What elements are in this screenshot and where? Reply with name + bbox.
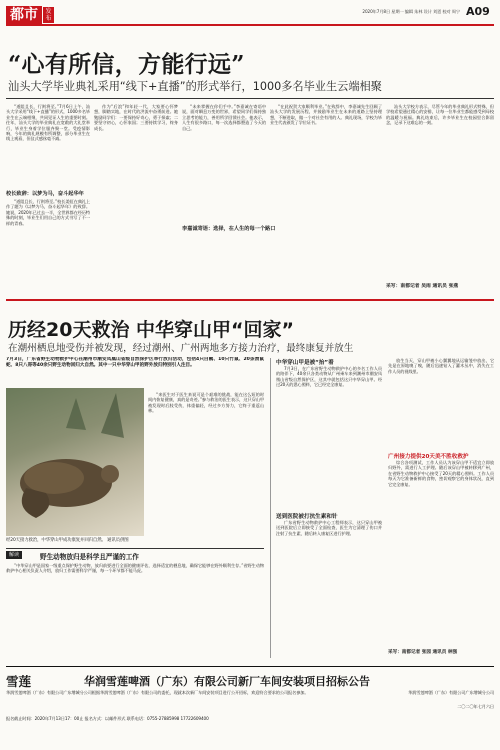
sidebar-headline: 野生动物放归是科学且严谨的工作 [40,553,139,561]
story1-reporter: 采写：南都记者 吴雨 通讯员 张燕 [386,284,459,289]
section-sub: 发布 [43,7,54,23]
story2-col1-text: “来医生对于医生来说可是个艰难的挑战，能在这么短的时间内恢复健康，真的是奇迹。”参与救治的医生表示，这只穿山甲被发现时后肢受伤，体重偏轻，经过多方努力，它终于重返山林。 [148,392,264,414]
section-rule [6,299,494,301]
story1-col1 [6,104,90,189]
pangolin-illustration [6,388,144,536]
story2-reporter: 采写：南都记者 张园 通讯员 林强 [388,650,458,655]
divider [6,548,264,549]
story2-headline: 历经20天救治 中华穿山甲“回家” [8,319,295,341]
masthead-meta: 2020年7月8日 星期一 编辑 朱林 设计 刘恩 校对 周宁 [362,9,460,14]
section-brand [6,6,54,24]
story2-col2-text: 7月3日，在广东省野生动物救护中心的多名工作人员的陪伴下，40余只各类动物从广州乘车来到潮州市潮安凤凰山省级自然保护区，这其中就包括这只中华穿山甲。经过20天的悉心照料，它已经完全康复。 [276,366,382,388]
sidebar-body [6,563,264,659]
story1-col1b-text: “道阻且长，行则将至。”校长姜虹在典礼上作了题为《以梦为马，奋斗起华年》的致辞。她说，2020年已过去一半，全世界都在经历特殊的时刻，毕业生们用自己的方式书写了不一样的青春。 [6,199,90,226]
divider [6,98,494,99]
story1-headline: “心有所信，方能行远” [8,51,245,78]
story1-col1-text: “道阻且长，行则将至。”7月6日上午，汕头大学采用“线下+直播”的形式，1000多名毕业生在云端相聚，共同见证人生的重要时刻。往年，汕头大学的毕业典礼在宽敞的大礼堂举行，毕业生身着学位服齐聚一堂。受疫情影响，今年的典礼规模有所调整，部分毕业生在线上观看，但仪式感丝毫不减。 [6,104,90,142]
story2-col3 [276,520,382,658]
ad-headline: 华润雪莲啤酒（广东）有限公司新厂车间安装项目招标公告 [84,675,370,688]
ad-body [6,690,366,712]
story2-lead-text: 7月3日，广东省野生动物救护中心在潮州市潮安凤凰山省级自然保护区举行放归活动，包括4只白鹇、10只竹鼠、20条滑鼠蛇、8只八哥等40余只野生动物回归大自然。其中一只中华穿山甲的野外放归特别引人注目。 [6,357,264,368]
story1-col4-text: “在此祝贺大家顺利毕业。”在致辞中，李嘉诚先生回顾了汕头大学的发展历程，并鼓励毕业生在未来的道路上坚持理想，不断进取，做一个对社会有用的人。典礼现场，学校为毕业生代表颁发了学位证书。 [270,104,382,126]
story1-col3-text: “未来掌握在你们手中。”李嘉诚在寄语中说，面对瞬息万变的世界，希望同学们保持独立思考的能力，善用所学回馈社会。他表示，人生有很多路口，每一次选择都塑造了今天的自己。 [182,104,266,131]
section-name: 都市 [6,6,42,24]
story2-col2-head: 中华穿山甲是被“抬”着 [276,360,334,366]
story2-col5-head: 广州接力提供20天美不胜收救护 [388,454,469,460]
story1-byline-left: 校长致辞：以梦为马，奋斗起华年 [6,191,84,197]
ad-brand: 雪莲 [6,674,32,689]
story2-subhead: 在潮州栖息地受伤并被发现，经过潮州、广州两地多方接力治疗，最终康复并放生 [8,343,354,354]
sidebar-text: “中华穿山甲是国家一级重点保护野生动物，放归前要进行全面的健康评估，选择适宜的栖息地，确保它能够在野外顺利生存。”省野生动物救护中心相关负责人介绍，放归工作需要科学严谨，每一个环节都不能马虎。 [6,563,264,574]
page-number: A09 [466,5,490,18]
sidebar-tag: 解读 [6,551,22,559]
story2-col5 [388,460,494,646]
story1-col4 [270,104,382,291]
masthead-rule [6,24,494,26]
story2-col1 [148,392,264,532]
story1-col3 [182,104,266,222]
story1-subhead: 汕头大学毕业典礼采用“线下+直播”的形式举行，1000多名毕业生云端相聚 [8,80,382,93]
ad-date: 二〇二〇年七月六日 [457,704,494,709]
story1-col5-text: 汕头大学校方表示，尽管今年的毕业典礼形式特殊，但学校希望通过精心的安排，让每一位毕业生都能感受到母校的温暖与祝福。典礼结束后，许多毕业生在校园里合影留念，记录下这难忘的一刻。 [386,104,494,126]
pangolin-photo [6,388,144,536]
story2-col2 [276,366,382,508]
story2-col5-text: 综合各项测试，工作人员认为该穿山甲不适宜立即放归野外，需进行人工护理。随后该穿山甲被转移到广州，在省野生动物救护中心接受了20天的精心照料。工作人员每天为它准备新鲜的食物，密切观察它的身体状况，直到它完全康复。 [388,460,494,487]
story2-col4 [388,358,494,448]
story1-col5 [386,104,494,274]
column-rule [270,358,271,658]
ad-contact: 报名截止时间：2020年7月13日17：00止 报名方式：以邮件形式 联系电话：0755-27885998 17722609400 [6,716,209,721]
story2-col3-head: 送到医院被打抗生素和针 [276,514,338,520]
story1-col1b [6,199,90,291]
story2-col4-text: 放生当天，穿山甲被小心翼翼地从运输笼中放出，它先是在原地嗅了嗅，随后迅速钻入了灌木丛中，消失在工作人员的视线里。 [388,358,494,374]
ad-company: 华润雪莲啤酒（广东）有限公司广东增城分公司 [408,690,494,695]
ad-body-text: 华润雪莲啤酒（广东）有限公司广东增城分公司根据华润雪莲啤酒（广东）有限公司的委托，现就本次新厂车间安装项目进行公开招标，欢迎符合要求的公司报名参加。 [6,690,309,695]
story1-col2-text: 作为“后浪”和年轻一代，大家要心怀梦想，脚踏实地，在时代的洪流中奋勇前进。她勉励同学们：一要保持好奇心，勇于探索；二要坚守初心，心怀家国；三要持续学习，终身成长。 [94,104,178,131]
story1-byline-right: 李嘉诚寄语：选择，在人生的每一个路口 [182,226,276,232]
story2-lead [6,357,264,387]
ad-rule [6,666,494,667]
photo-caption: 经20天接力救治，中华穿山甲成功康复并回归自然。 通讯员供图 [6,538,129,543]
story2-col3-text: 广东省野生动物救护中心工程师表示，这只穿山甲被送到医院后立即接受了全面检查，医生为它清理了伤口并注射了抗生素，随后转入康复区进行护理。 [276,520,382,536]
story1-col2 [94,104,178,291]
